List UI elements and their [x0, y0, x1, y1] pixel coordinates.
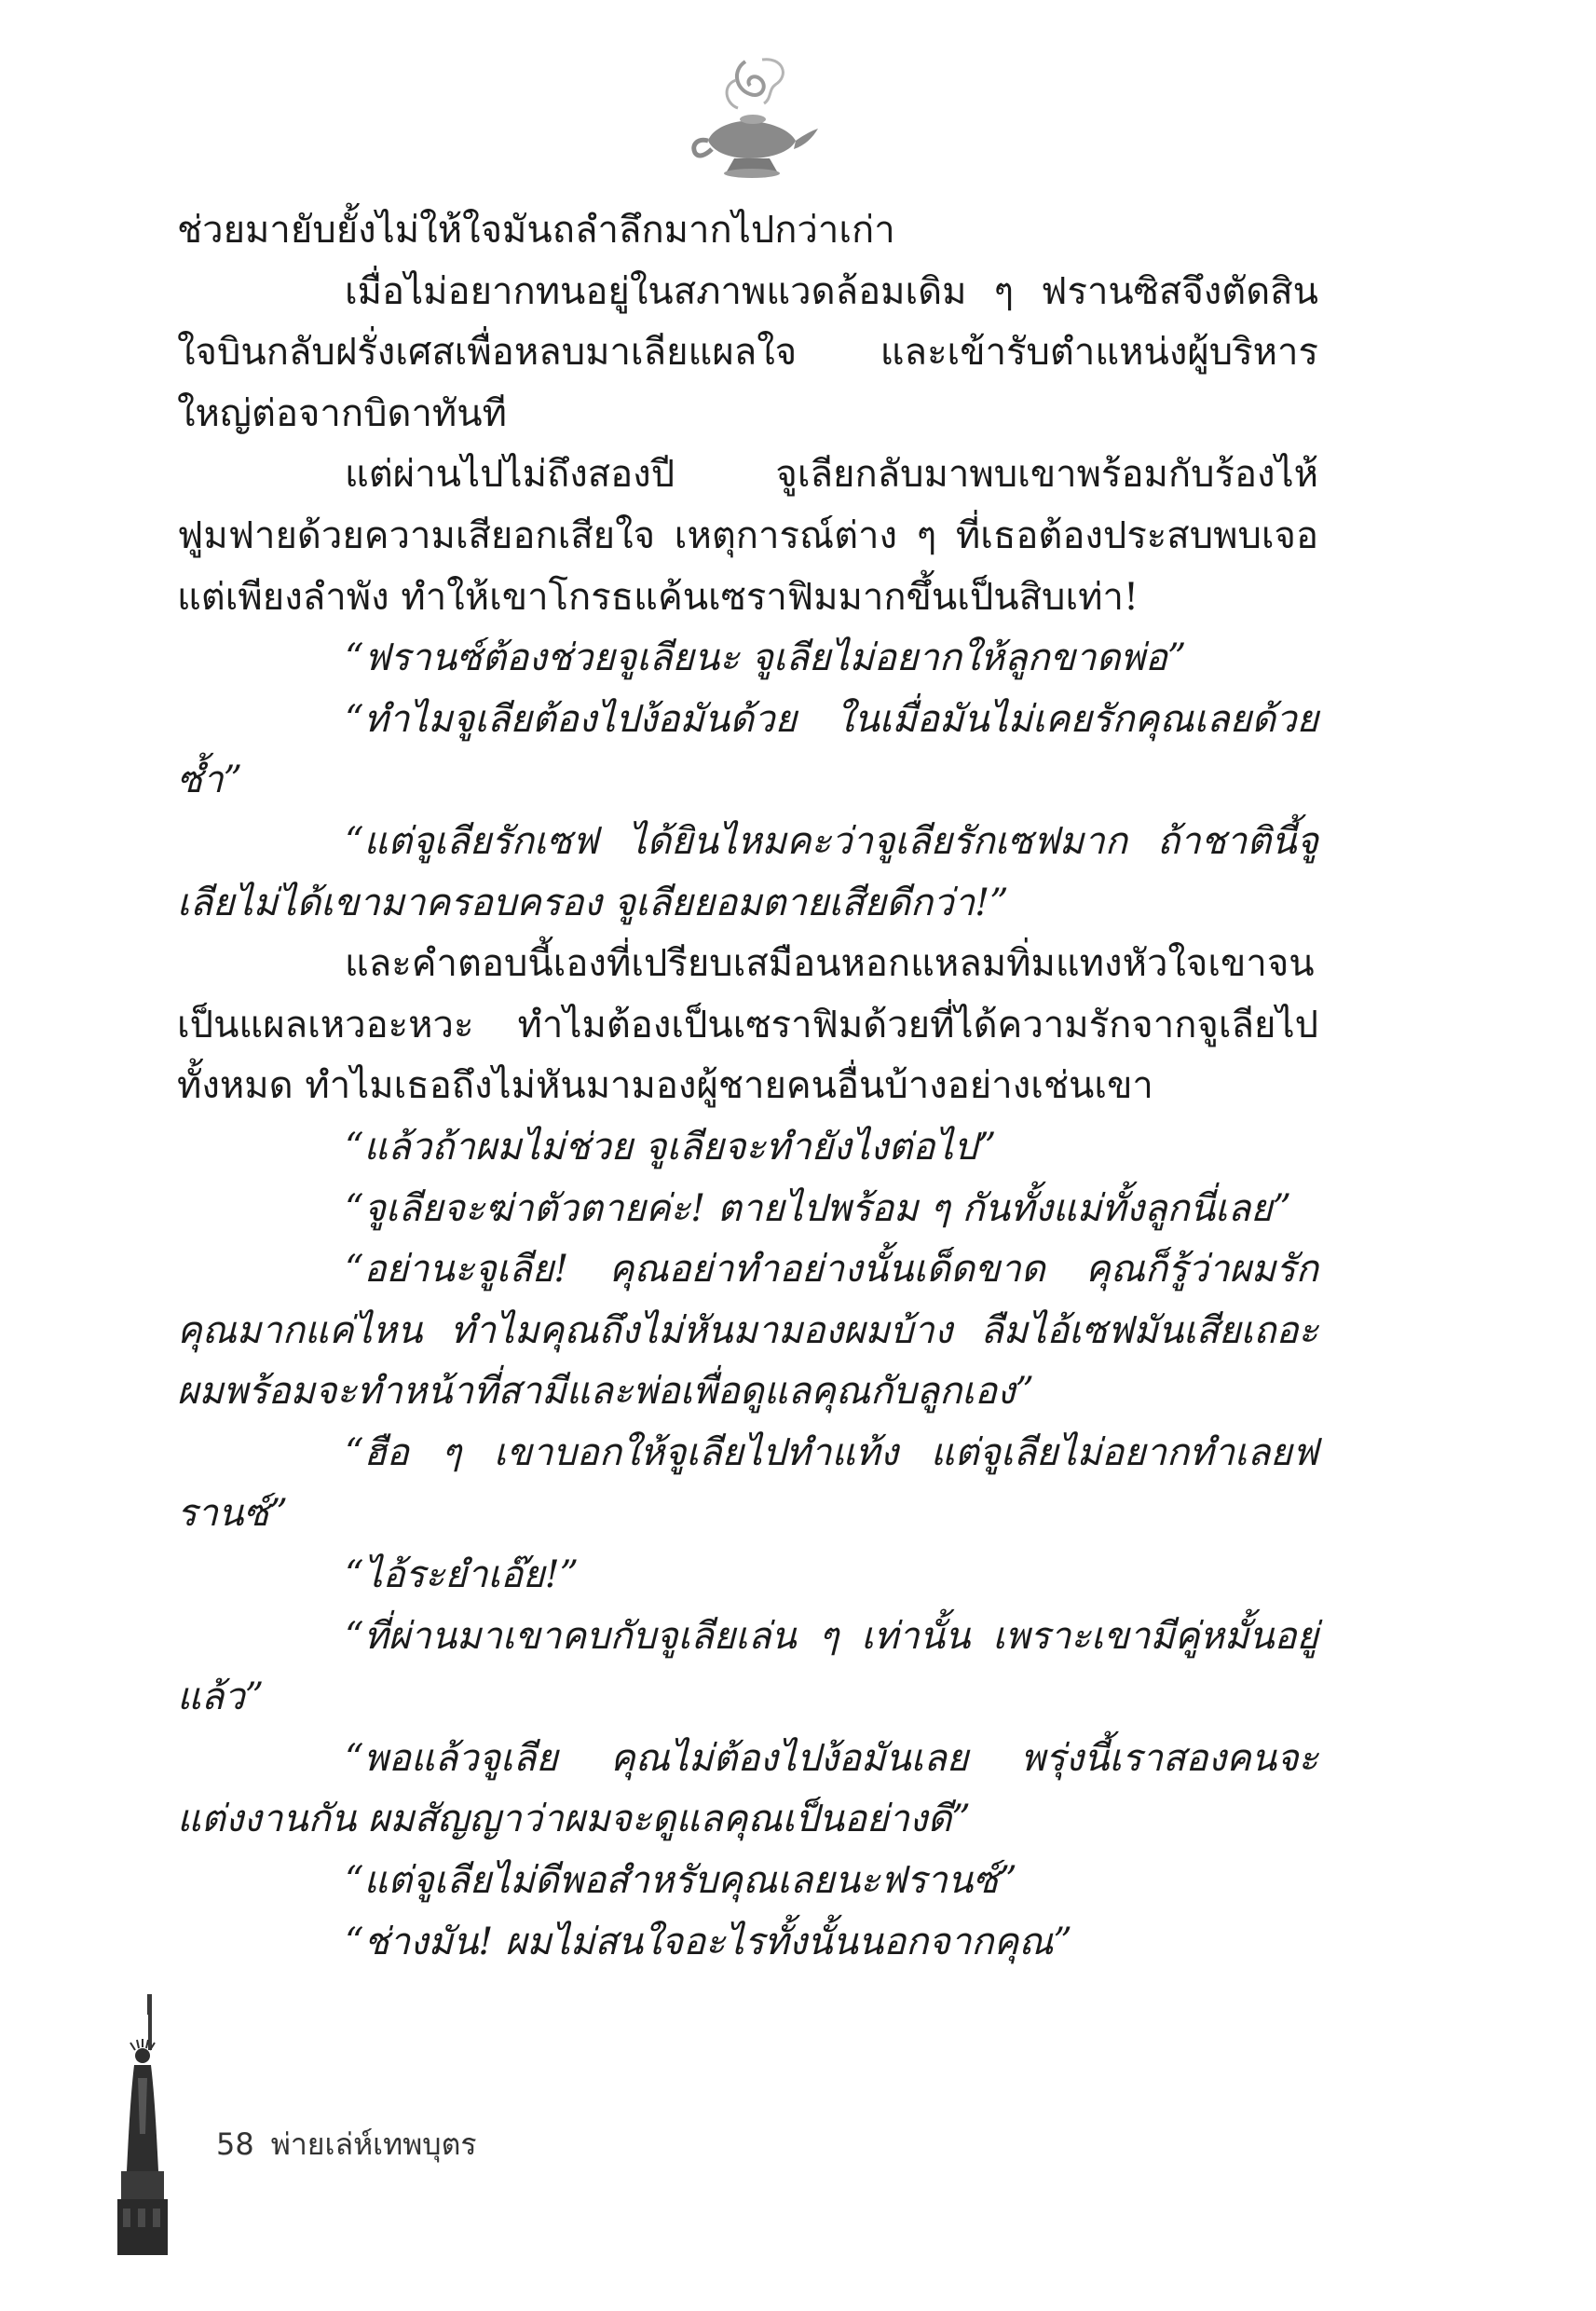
- statue-of-liberty-icon: [110, 1994, 175, 2255]
- dialogue-paragraph: “ฮือ ๆ เขาบอกให้จูเลียไปทำแท้ง แต่จูเลียไม่อยากทำเลยฟรานซ์”: [177, 1430, 1318, 1536]
- magic-lamp-icon: [680, 52, 820, 192]
- narrative-paragraph: เมื่อไม่อยากทนอยู่ในสภาพแวดล้อมเดิม ๆ ฟรานซิสจึงตัดสินใจบินกลับฝรั่งเศสเพื่อหลบมาเลียแผลใจ และเข้ารับตำแหน่งผู้บริหารใหญ่ต่อจากบิดาทันที: [177, 269, 1318, 435]
- dialogue-paragraph: “แล้วถ้าผมไม่ช่วย จูเลียจะทำยังไงต่อไป”: [345, 1125, 997, 1169]
- narrative-paragraph: ช่วยมายับยั้งไม่ให้ใจมันถลำลึกมากไปกว่าเก่า: [177, 209, 895, 252]
- dialogue-paragraph: “พอแล้วจูเลีย คุณไม่ต้องไปง้อมันเลย พรุ่งนี้เราสองคนจะแต่งงานกัน ผมสัญญาว่าผมจะดูแลคุณเป็นอย่างดี”: [177, 1736, 1318, 1841]
- dialogue-paragraph: “ที่ผ่านมาเขาคบกับจูเลียเล่น ๆ เท่านั้น เพราะเขามีคู่หมั้นอยู่แล้ว”: [177, 1614, 1318, 1719]
- dialogue-paragraph: “จูเลียจะฆ่าตัวตายค่ะ! ตายไปพร้อม ๆ กันทั้งแม่ทั้งลูกนี่เลย”: [345, 1186, 1292, 1230]
- dialogue-paragraph: “ช่างมัน! ผมไม่สนใจอะไรทั้งนั้นนอกจากคุณ”: [345, 1920, 1072, 1963]
- narrative-paragraph: และคำตอบนี้เองที่เปรียบเสมือนหอกแหลมทิ่มแทงหัวใจเขาจนเป็นแผลเหวอะหวะ ทำไมต้องเป็นเซราฟิมด้วยที่ได้ความรักจากจูเลียไปทั้งหมด ทำไมเธอถึงไม่หันมามองผู้ชายคนอื่นบ้างอย่างเช่นเขา: [177, 942, 1318, 1108]
- dialogue-paragraph: “แต่จูเลียไม่ดีพอสำหรับคุณเลยนะฟรานซ์”: [345, 1859, 1017, 1903]
- narrative-paragraph: แต่ผ่านไปไม่ถึงสองปี จูเลียกลับมาพบเขาพร้อมกับร้องไห้ฟูมฟายด้วยความเสียอกเสียใจ เหตุการณ์ต่าง ๆ ที่เธอต้องประสบพบเจอแต่เพียงลำพัง ทำให้เขาโกรธแค้นเซราฟิมมากขึ้นเป็นสิบเท่า!: [177, 453, 1318, 619]
- book-title: พ่ายเล่ห์เทพบุตร: [270, 2126, 477, 2162]
- dialogue-paragraph: “ฟรานซ์ต้องช่วยจูเลียนะ จูเลียไม่อยากให้ลูกขาดพ่อ”: [345, 636, 1187, 680]
- dialogue-paragraph: “แต่จูเลียรักเซฟ ได้ยินไหมคะว่าจูเลียรักเซฟมาก ถ้าชาตินี้จูเลียไม่ได้เขามาครอบครอง จูเลียยอมตายเสียดีกว่า!”: [177, 819, 1318, 924]
- dialogue-paragraph: “ไอ้ระยำเอ๊ย!”: [345, 1553, 580, 1597]
- page-number: 58: [216, 2126, 254, 2162]
- dialogue-paragraph: “ทำไมจูเลียต้องไปง้อมันด้วย ในเมื่อมันไม่เคยรักคุณเลยด้วยซ้ำ”: [177, 697, 1318, 802]
- dialogue-paragraph: “อย่านะจูเลีย! คุณอย่าทำอย่างนั้นเด็ดขาด คุณก็รู้ว่าผมรักคุณมากแค่ไหน ทำไมคุณถึงไม่หันมามองผมบ้าง ลืมไอ้เซฟมันเสียเถอะ ผมพร้อมจะทำหน้าที่สามีและพ่อเพื่อดูแลคุณกับลูกเอง”: [177, 1248, 1318, 1414]
- body-text: [177, 200, 1318, 1973]
- page-footer: [216, 2121, 494, 2168]
